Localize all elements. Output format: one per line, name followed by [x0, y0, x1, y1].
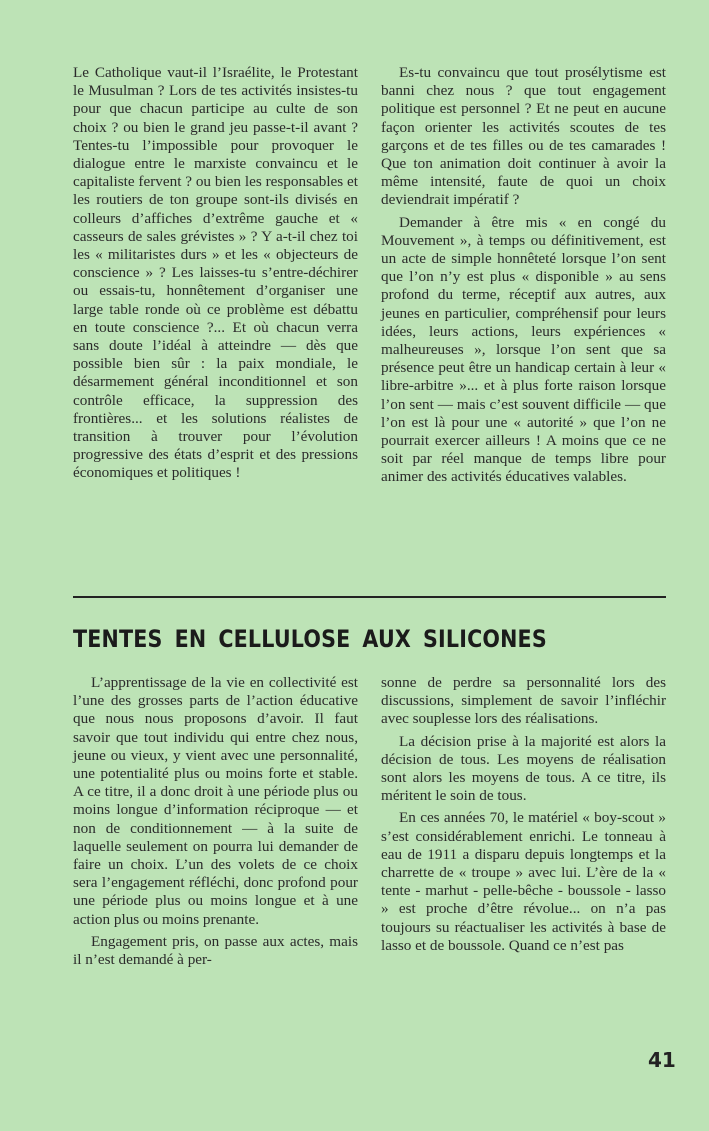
top-right-column [381, 64, 666, 491]
paragraph: Es-tu convaincu que tout prosélytisme est banni chez nous ? que tout engagement politique est personnel ? Et ne peut en aucune façon orienter les activités scoutes de tes garçons et de tes filles ou de tes camarades ! Que ton animation doit continuer à avoir la même intensité, faute de quoi un choix deviendrait impératif ? [381, 64, 666, 209]
bottom-left-column [73, 674, 358, 973]
top-left-column [73, 64, 358, 487]
paragraph: En ces années 70, le matériel « boy-scout » s’est considérablement enrichi. Le tonneau à eau de 1911 a disparu depuis longtemps et la charrette de « troupe » avec lui. L’ère de la « tente - marhut - pelle-bêche - boussole - lasso » est proche d’être révolue... on n’a pas toujours su réactualiser les activités à base de lasso et de boussole. Quand ce n’est pas [381, 809, 666, 954]
paragraph: Le Catholique vaut-il l’Israélite, le Protestant le Musulman ? Lors de tes activités insistes-tu pour que chacun participe au culte de son choix ? ou bien le grand jeu passe-t-il avant ? Tentes-tu l’impossible pour provoquer le dialogue entre le marxiste convaincu et le capitaliste fervent ? ou bien les responsables et les routiers de ton groupe sont-ils divisés en colleurs d’affiches d’extrême gauche et « casseurs de sales grévistes » ? Y a-t-il chez toi les « militaristes durs » et les « objecteurs de conscience » ? Les laisses-tu s’entre-déchirer ou essais-tu, honnêtement d’organiser une large table ronde où ce problème est débattu en toute conscience ?... Et où chacun verra sans doute l’idéal à atteindre — dès que possible bien sûr : la paix mondiale, le désarmement général inconditionnel et son contrôle efficace, la suppression des frontières... et les solutions réalistes de transition à trouver pour l’évolution progressive des états d’esprit et des pressions économiques et politiques ! [73, 64, 358, 482]
headline-word: AUX [362, 625, 411, 653]
headline-word: CELLULOSE [218, 625, 351, 653]
paragraph: sonne de perdre sa personnalité lors des discussions, simplement de savoir l’infléchir avec souplesse lors des réalisations. [381, 674, 666, 728]
article-headline [73, 625, 583, 653]
paragraph: Demander à être mis « en congé du Mouvement », à temps ou définitivement, est un acte de simple honnêteté lorsque l’on sent que l’on n’y est plus « disponible » au sens profond du terme, réceptif aux autres, aux jeunes en particulier, compréhensif pour leurs idées, leurs actions, leurs expériences « malheureuses », lorsque l’on sent que sa présence peut être un handicap certain à leur « libre-arbitre »... et à plus forte raison lorsque l’on sent — mais c’est souvent difficile — que l’on est là pour une « autorité » que l’on ne pourrait exercer ailleurs ! A moins que ce ne soit par réel manque de temps libre pour animer des activités éducatives valables. [381, 213, 666, 486]
headline-word: TENTES [73, 625, 163, 653]
page-number: 41 [648, 1048, 676, 1072]
paragraph: Engagement pris, on passe aux actes, mais il n’est demandé à per- [73, 932, 358, 969]
paragraph: L’apprentissage de la vie en collectivité est l’une des grosses parts de l’action éducative que nous nous proposons d’avoir. Il faut savoir que tout individu qui entre chez nous, jeune ou vieux, y vient avec une personnalité, une potentialité plus ou moins forte et stable. A ce titre, il a donc droit à une période plus ou moins longue d’information réciproque — et non de conditionnement — à la suite de laquelle seulement on pourra lui demander de faire un choix. L’un des volets de ce choix sera l’engagement réfléchi, donc profond pour une période plus ou moins longue et à une action plus ou moins prenante. [73, 674, 358, 928]
headline-word: EN [174, 625, 207, 653]
paragraph: La décision prise à la majorité est alors la décision de tous. Les moyens de réalisation sont alors les moyens de tous. A ce titre, ils méritent le soin de tous. [381, 732, 666, 805]
bottom-right-column [381, 674, 666, 959]
headline-word: SILICONES [423, 625, 547, 653]
section-divider [73, 596, 666, 598]
